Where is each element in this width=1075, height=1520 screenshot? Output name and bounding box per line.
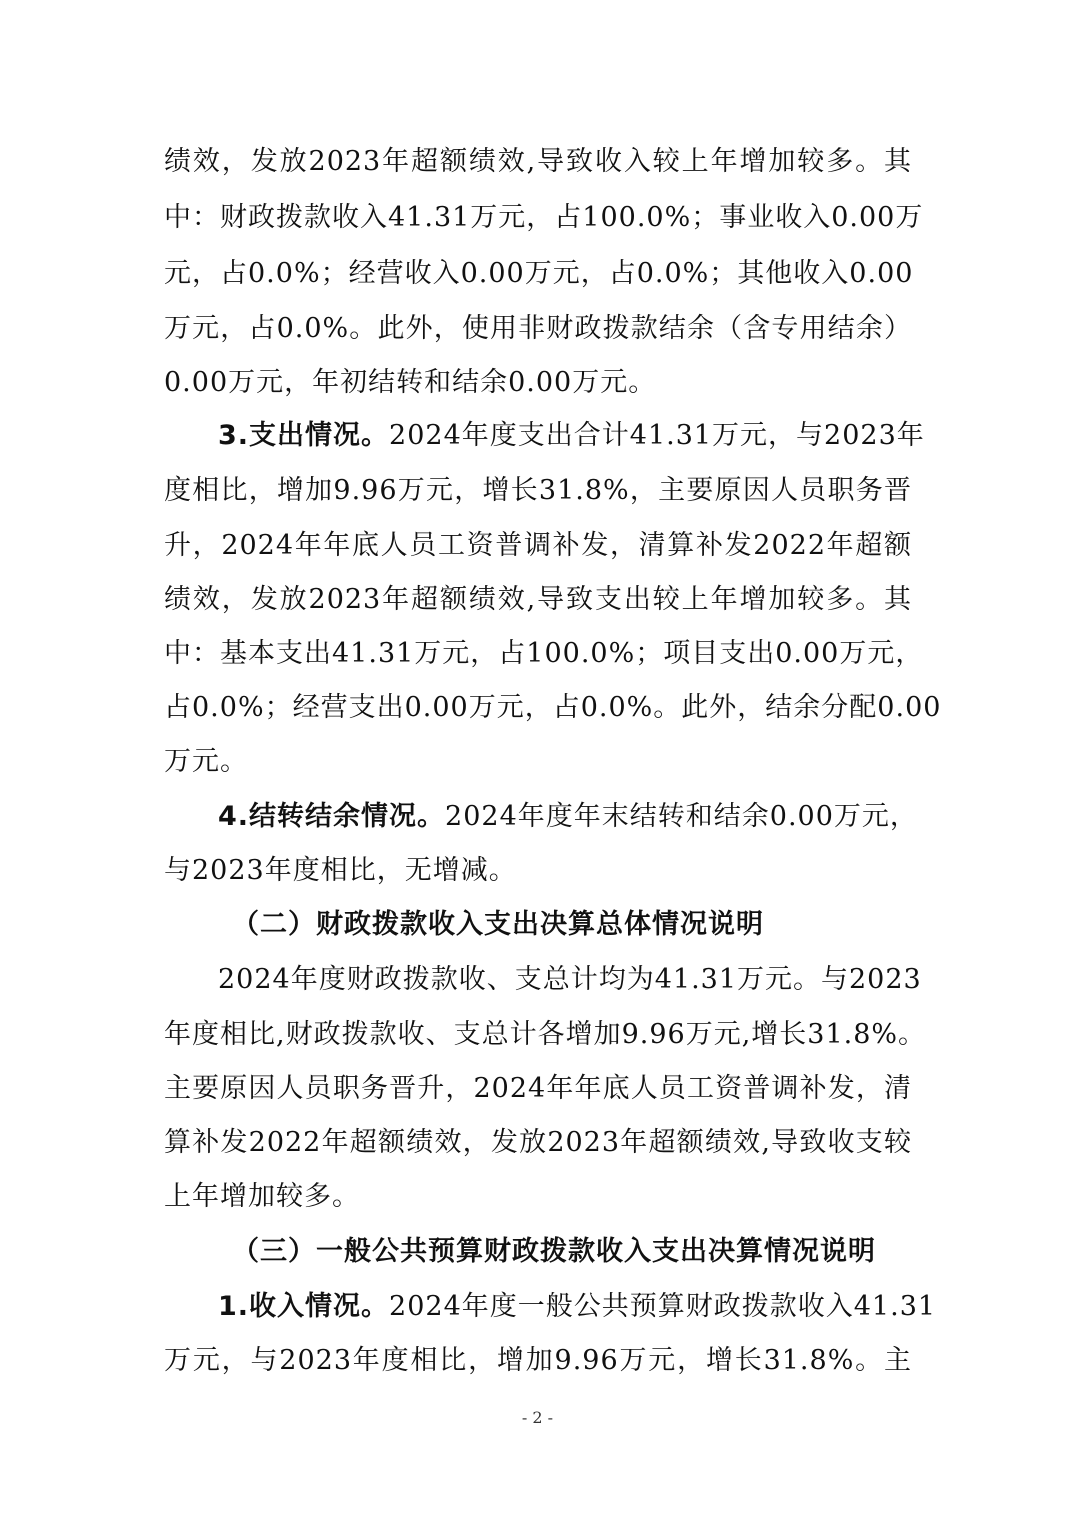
- para1-line-3: 元，占0.0%；经营收入0.00万元，占0.0%；其他收入0.00: [164, 258, 914, 289]
- para3-line-2: 与2023年度相比，无增减。: [164, 855, 517, 886]
- para4-line-4: 算补发2022年超额绩效，发放2023年超额绩效,导致收支较: [164, 1127, 912, 1158]
- para1-line-1: 绩效，发放2023年超额绩效,导致收入较上年增加较多。其: [164, 146, 912, 177]
- para3-first-text: 2024年度年末结转和结余0.00万元，: [445, 801, 918, 832]
- para5-line-2: 万元，与2023年度相比，增加9.96万元，增长31.8%。主: [164, 1345, 912, 1376]
- para2-line-7: 万元。: [164, 746, 248, 777]
- para4-line-3: 主要原因人员职务晋升，2024年年底人员工资普调补发，清: [164, 1073, 912, 1104]
- section-heading-2: （二）财政拨款收入支出决算总体情况说明: [232, 909, 764, 940]
- para2-first-text: 2024年度支出合计41.31万元，与2023年: [389, 420, 925, 451]
- page-number: - 2 -: [521, 1408, 554, 1427]
- para2-line-5: 中：基本支出41.31万元，占100.0%；项目支出0.00万元，: [164, 638, 924, 669]
- para2-first-line: [218, 416, 925, 456]
- para5-first-line: [218, 1287, 937, 1327]
- para1-line-5: 0.00万元，年初结转和结余0.00万元。: [164, 367, 657, 398]
- para2-line-3: 升，2024年年底人员工资普调补发，清算补发2022年超额: [164, 530, 912, 561]
- para2-label: 3.支出情况。: [218, 420, 390, 451]
- para2-line-2: 度相比，增加9.96万元，增长31.8%，主要原因人员职务晋: [164, 475, 912, 506]
- para3-label: 4.结转结余情况。: [218, 801, 446, 832]
- para4-first-line: 2024年度财政拨款收、支总计均为41.31万元。与2023: [218, 964, 922, 995]
- para5-label: 1.收入情况。: [218, 1291, 390, 1322]
- para4-line-2: 年度相比,财政拨款收、支总计各增加9.96万元,增长31.8%。: [164, 1019, 927, 1050]
- para4-line-5: 上年增加较多。: [164, 1181, 360, 1212]
- para5-first-text: 2024年度一般公共预算财政拨款收入41.31: [389, 1291, 937, 1322]
- para2-line-4: 绩效，发放2023年超额绩效,导致支出较上年增加较多。其: [164, 584, 912, 615]
- para3-first-line: [218, 797, 918, 837]
- para2-line-6: 占0.0%；经营支出0.00万元，占0.0%。此外，结余分配0.00: [164, 692, 942, 723]
- section-heading-3: （三）一般公共预算财政拨款收入支出决算情况说明: [232, 1236, 876, 1267]
- para1-line-4: 万元，占0.0%。此外，使用非财政拨款结余（含专用结余）: [164, 313, 912, 344]
- para1-line-2: 中：财政拨款收入41.31万元，占100.0%；事业收入0.00万: [164, 202, 924, 233]
